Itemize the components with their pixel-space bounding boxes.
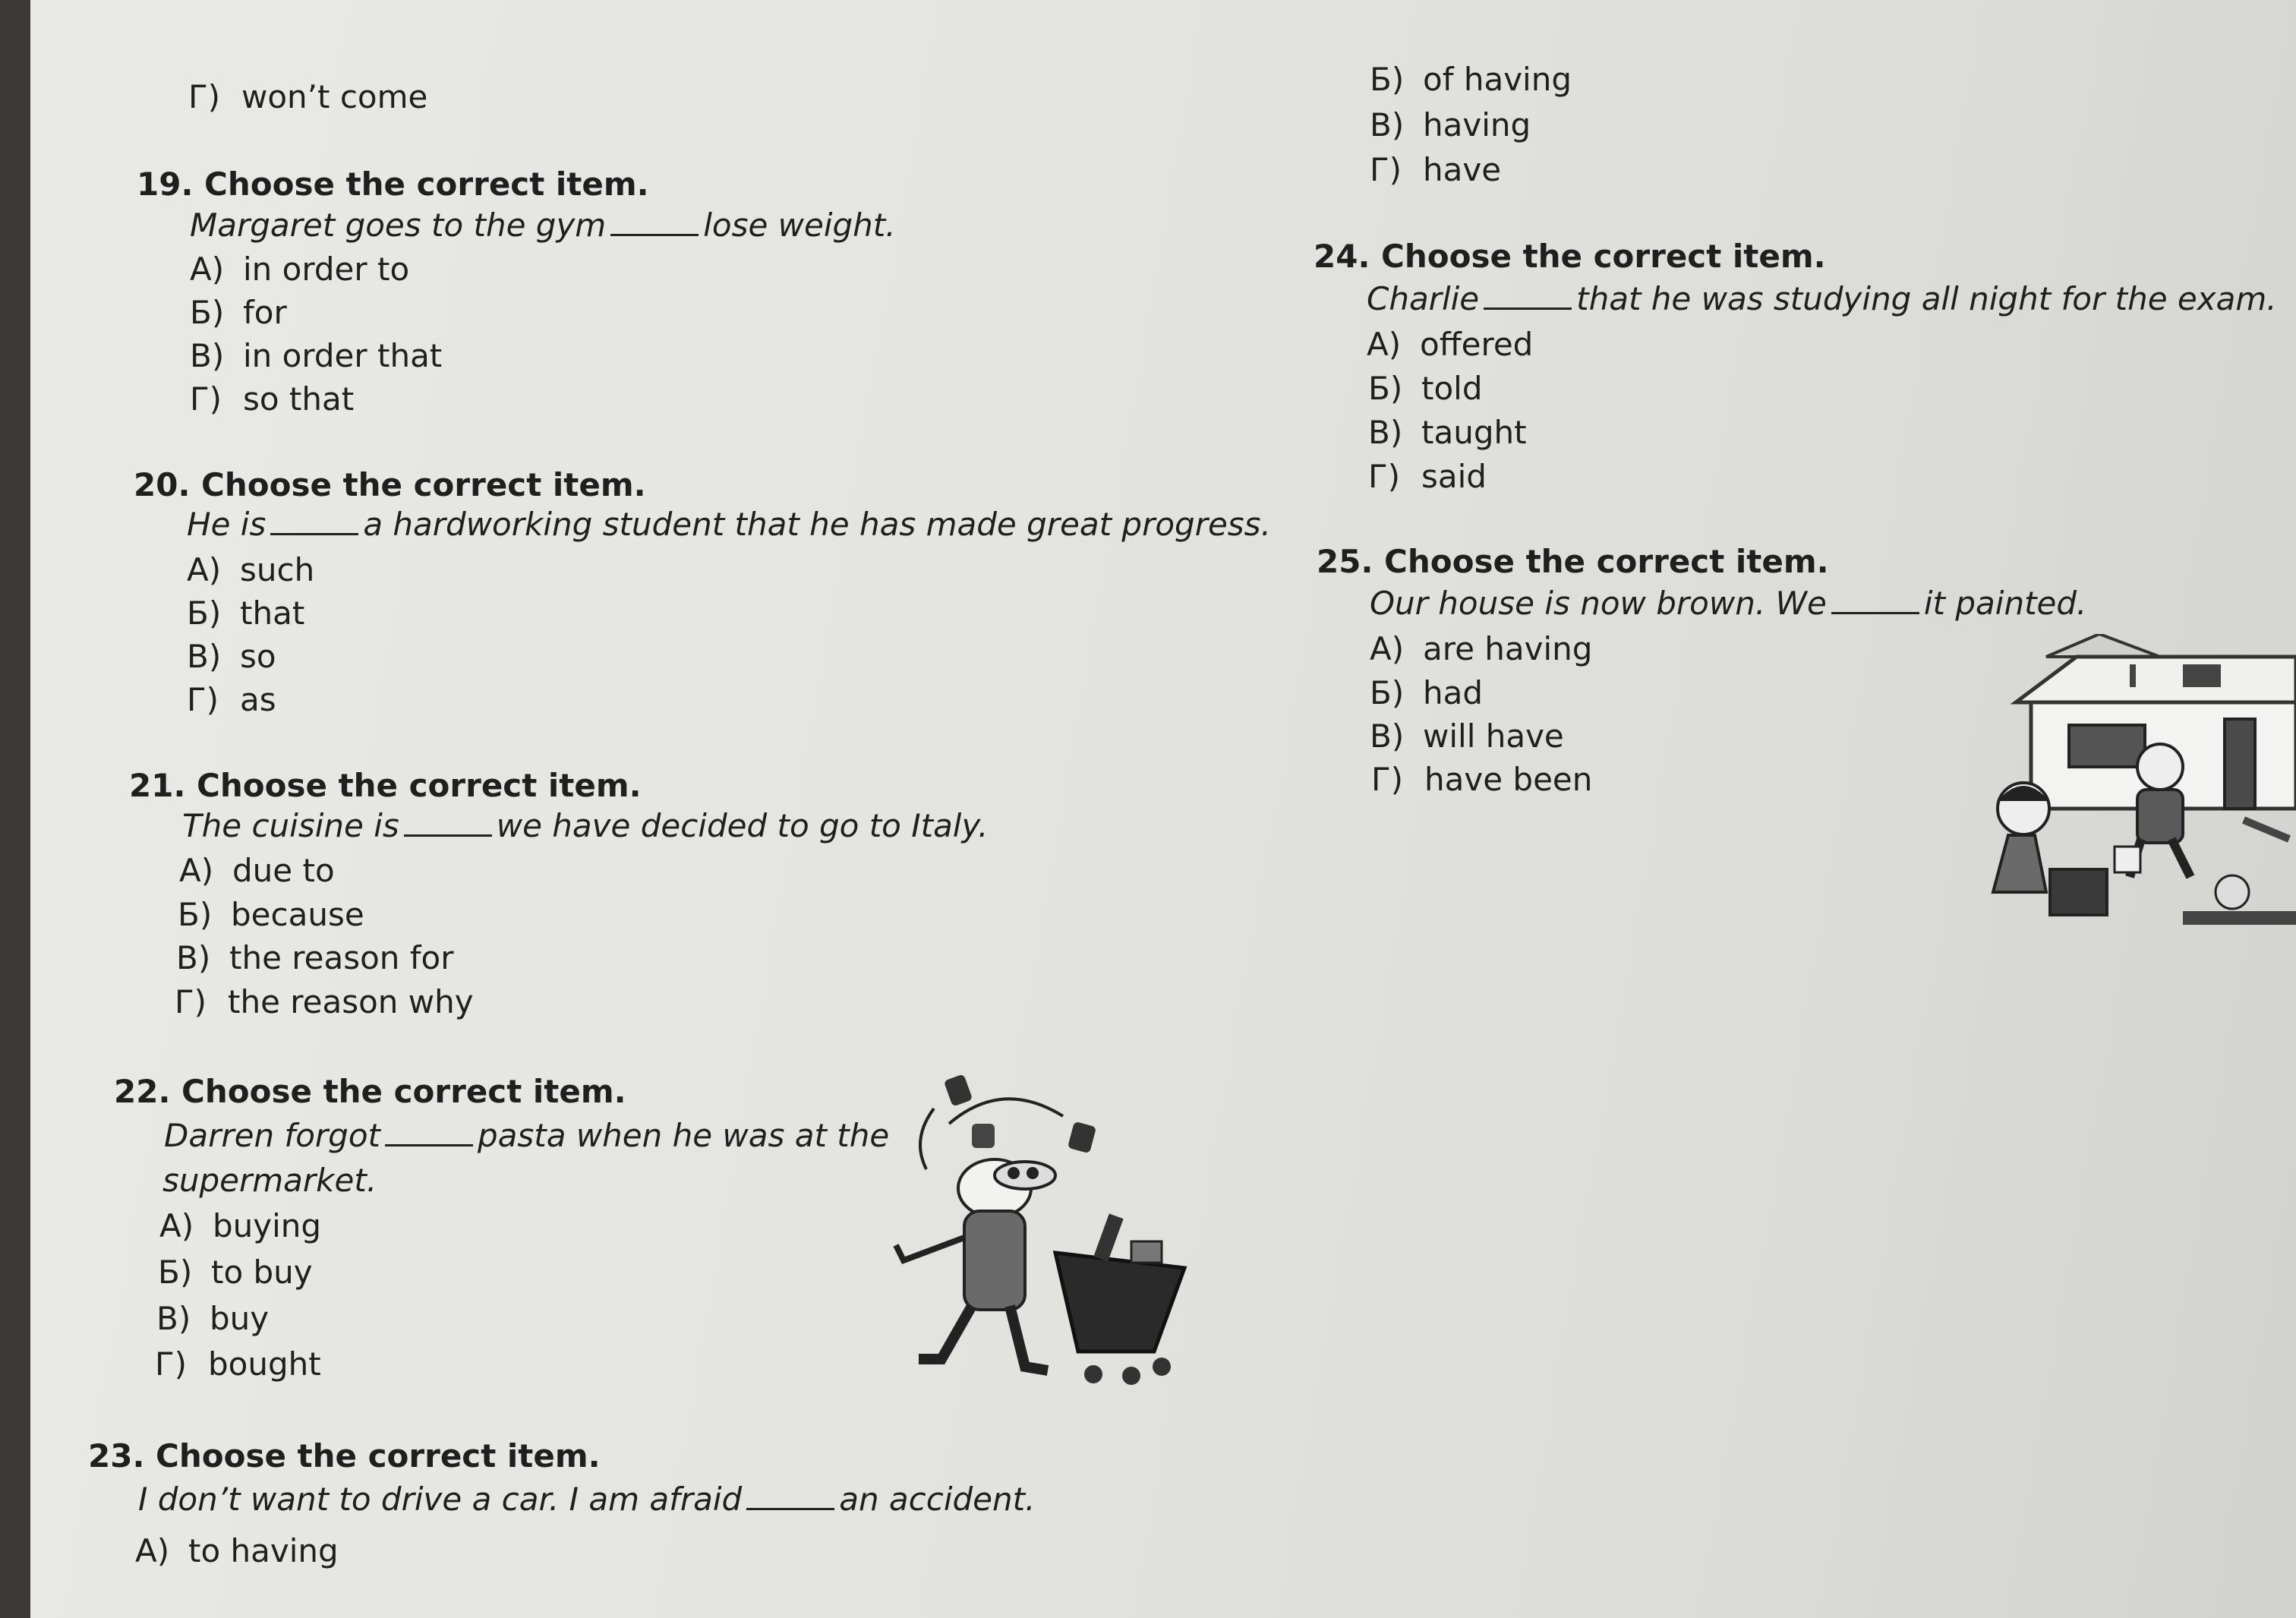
question-24-option-a[interactable]: A) offered xyxy=(1367,326,1534,363)
option-prev-g[interactable]: Г) won’t come xyxy=(188,78,428,115)
question-20-option-c[interactable]: B) so xyxy=(187,638,276,675)
question-23-option-b[interactable]: Б) of having xyxy=(1370,61,1572,98)
question-19-stem: Margaret goes to the gym lose weight. xyxy=(190,207,896,244)
question-25-option-c[interactable]: B) will have xyxy=(1370,718,1564,755)
answer-blank xyxy=(1831,586,1919,614)
question-25-option-b[interactable]: Б) had xyxy=(1370,674,1484,711)
question-20-option-d[interactable]: Г) as xyxy=(187,681,276,718)
question-22-option-b[interactable]: Б) to buy xyxy=(158,1254,313,1291)
question-22-stem: Darren forgot pasta when he was at the xyxy=(164,1117,890,1154)
question-24-title: 24. Choose the correct item. xyxy=(1314,238,1826,275)
answer-blank xyxy=(270,507,358,535)
question-19-option-b[interactable]: Б) for xyxy=(190,294,287,331)
question-20-title: 20. Choose the correct item. xyxy=(134,466,646,503)
juggling-shopper-illustration xyxy=(881,1063,1200,1397)
question-23-option-a[interactable]: A) to having xyxy=(135,1532,339,1569)
question-21-option-c[interactable]: B) the reason for xyxy=(176,939,454,976)
answer-blank xyxy=(404,809,492,837)
question-25-title: 25. Choose the correct item. xyxy=(1317,543,1829,580)
question-24-stem: Charlie that he was studying all night for the exam. xyxy=(1367,280,2277,317)
question-22-option-d[interactable]: Г) bought xyxy=(155,1345,321,1383)
answer-blank xyxy=(610,208,699,236)
question-22-option-a[interactable]: A) buying xyxy=(159,1207,322,1244)
question-21-option-a[interactable]: A) due to xyxy=(179,852,335,889)
question-25-option-a[interactable]: A) are having xyxy=(1370,630,1593,667)
question-19-option-a[interactable]: A) in order to xyxy=(190,251,410,288)
question-20-stem: He is a hardworking student that he has made great progress. xyxy=(187,506,1271,543)
question-24-option-b[interactable]: Б) told xyxy=(1368,370,1483,407)
question-19-option-c[interactable]: B) in order that xyxy=(190,337,443,374)
answer-blank xyxy=(746,1482,834,1510)
question-25-stem: Our house is now brown. We it painted. xyxy=(1370,585,2087,622)
question-19-title: 19. Choose the correct item. xyxy=(137,166,649,203)
question-22-title: 22. Choose the correct item. xyxy=(114,1073,626,1110)
answer-blank xyxy=(385,1118,473,1146)
question-25-option-d[interactable]: Г) have been xyxy=(1371,761,1593,798)
question-23-option-c[interactable]: B) having xyxy=(1370,106,1531,144)
question-21-option-b[interactable]: Б) because xyxy=(178,896,364,933)
question-24-option-d[interactable]: Г) said xyxy=(1368,458,1487,495)
question-21-option-d[interactable]: Г) the reason why xyxy=(175,983,474,1020)
question-21-title: 21. Choose the correct item. xyxy=(129,767,642,804)
question-22-option-c[interactable]: B) buy xyxy=(156,1300,270,1337)
question-24-option-c[interactable]: B) taught xyxy=(1368,414,1527,451)
question-21-stem: The cuisine is we have decided to go to Italy. xyxy=(182,807,989,844)
question-20-option-a[interactable]: A) such xyxy=(187,551,315,588)
question-20-option-b[interactable]: Б) that xyxy=(187,595,305,632)
house-painting-illustration xyxy=(1985,634,2296,953)
question-23-title: 23. Choose the correct item. xyxy=(88,1437,601,1474)
answer-blank xyxy=(1484,282,1572,310)
question-23-stem: I don’t want to drive a car. I am afraid an accident. xyxy=(138,1481,1036,1518)
question-22-stem-continued: supermarket. xyxy=(162,1162,377,1199)
question-19-option-d[interactable]: Г) so that xyxy=(190,380,355,418)
question-23-option-d[interactable]: Г) have xyxy=(1370,151,1502,188)
